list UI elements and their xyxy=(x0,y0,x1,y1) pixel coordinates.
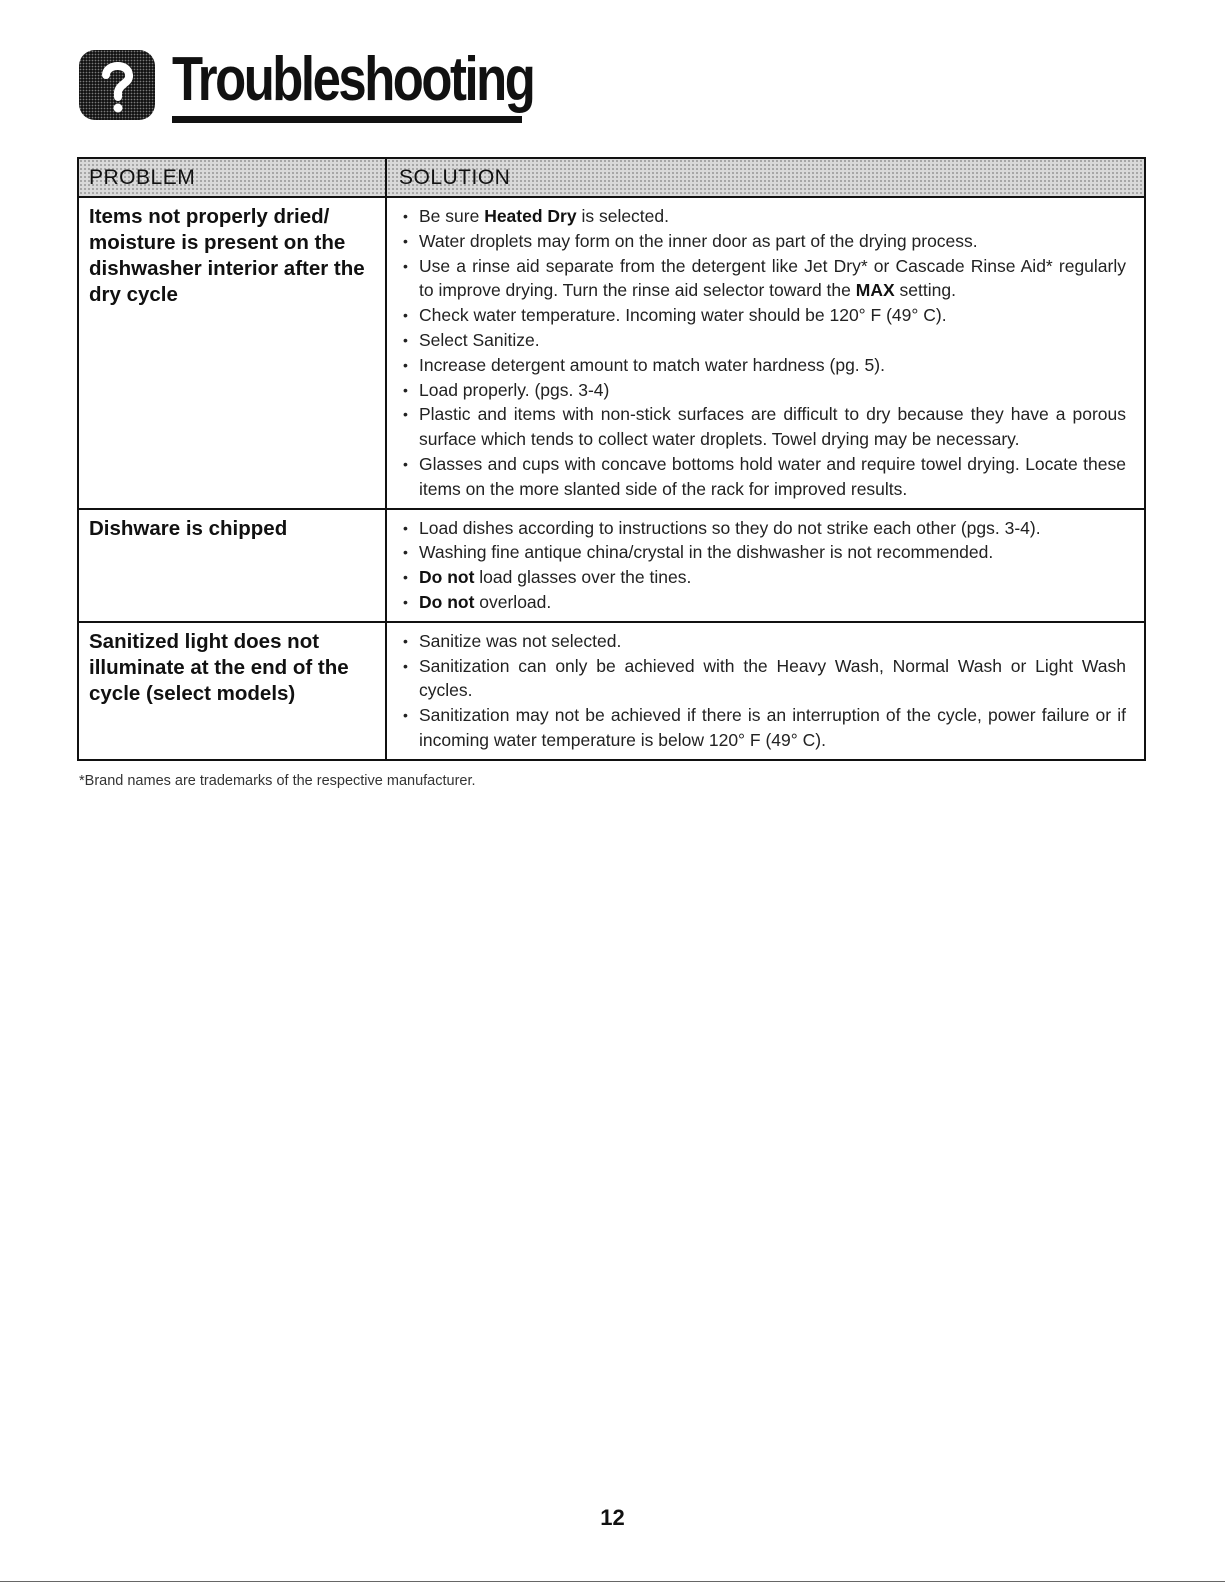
problem-cell: Items not properly dried/ moisture is present on the dishwasher interior after the dry cycle xyxy=(79,198,387,508)
solution-item xyxy=(399,654,1126,704)
solution-item xyxy=(399,590,1126,615)
solution-cell xyxy=(387,510,1144,621)
table-row xyxy=(79,510,1144,623)
problem-cell: Dishware is chipped xyxy=(79,510,387,621)
solution-text-continued: load glasses over the tines. xyxy=(474,567,692,588)
bullet-icon: • xyxy=(403,381,408,398)
solution-text: Select Sanitize. xyxy=(419,329,540,350)
solution-emphasis: Heated Dry xyxy=(484,206,577,226)
solution-emphasis: Do not xyxy=(419,567,475,588)
solution-item xyxy=(399,353,1126,378)
bullet-icon: • xyxy=(403,455,408,472)
solution-text: Load dishes according to instructions so they do not strike each other (pgs. 3-4). xyxy=(419,517,1041,538)
table-header xyxy=(79,159,1144,198)
solution-item xyxy=(399,328,1126,353)
bullet-icon: • xyxy=(403,632,408,649)
solution-text: Water droplets may form on the inner door as part of the drying process. xyxy=(419,230,978,251)
bullet-icon: • xyxy=(403,569,408,586)
table-row xyxy=(79,623,1144,759)
footnote: *Brand names are trademarks of the respective manufacturer. xyxy=(79,773,476,789)
bullet-icon: • xyxy=(403,519,408,536)
solution-text-continued: setting. xyxy=(894,280,956,301)
solution-cell xyxy=(387,198,1144,508)
page-title: Troubleshooting xyxy=(172,45,534,114)
solution-text: Sanitization can only be achieved with the Heavy Wash, Normal Wash or Light Wash cycles. xyxy=(419,655,1126,701)
solution-text: Glasses and cups with concave bottoms hold water and require towel drying. Locate these items on the more slanted side of the rack for improved results. xyxy=(419,453,1126,499)
solution-item xyxy=(399,402,1126,452)
bullet-icon: • xyxy=(403,208,408,224)
bullet-icon: • xyxy=(403,232,408,249)
bullet-icon: • xyxy=(403,707,408,724)
bullet-icon: • xyxy=(403,257,408,274)
bullet-icon: • xyxy=(403,406,408,423)
page-header xyxy=(79,36,539,126)
solution-item xyxy=(399,254,1126,304)
bullet-icon: • xyxy=(403,331,408,348)
bullet-icon: • xyxy=(403,593,408,610)
solution-item xyxy=(399,204,1126,229)
solution-list xyxy=(399,516,1126,615)
solution-text: Be sure xyxy=(419,206,485,226)
solution-emphasis: Do not xyxy=(419,591,475,612)
solution-cell xyxy=(387,623,1144,759)
solution-text: Use a rinse aid separate from the detergent like Jet Dry* or Cascade Rinse Aid* regularly to improve drying. Turn the rinse aid selector toward the xyxy=(419,255,1126,301)
solution-text-continued: overload. xyxy=(474,591,552,612)
solution-item xyxy=(399,303,1126,328)
troubleshooting-table xyxy=(77,157,1146,761)
solution-list xyxy=(399,204,1126,502)
solution-item xyxy=(399,629,1126,654)
problem-cell: Sanitized light does not illuminate at the end of the cycle (select models) xyxy=(79,623,387,759)
solution-item xyxy=(399,540,1126,565)
solution-text-continued: is selected. xyxy=(576,206,669,226)
title-underline xyxy=(172,116,522,123)
solution-item xyxy=(399,229,1126,254)
solution-text: Load properly. (pgs. 3-4) xyxy=(419,379,610,400)
bullet-icon: • xyxy=(403,307,408,324)
solution-text: Check water temperature. Incoming water should be 120° F (49° C). xyxy=(419,305,947,326)
solution-text: Increase detergent amount to match water hardness (pg. 5). xyxy=(419,354,885,375)
solution-item xyxy=(399,565,1126,590)
page-bottom-rule xyxy=(0,1581,1225,1582)
solution-item xyxy=(399,452,1126,502)
bullet-icon: • xyxy=(403,544,408,561)
solution-item xyxy=(399,516,1126,541)
solution-text: Sanitization may not be achieved if there is an interruption of the cycle, power failure or if incoming water temperature is below 120° F (49° C). xyxy=(419,705,1126,750)
solution-item xyxy=(399,703,1126,753)
solution-item xyxy=(399,378,1126,403)
solution-text: Washing fine antique china/crystal in the dishwasher is not recommended. xyxy=(419,542,994,563)
table-body xyxy=(79,198,1144,759)
solution-emphasis: MAX xyxy=(855,280,895,301)
page-number: 12 xyxy=(600,1505,625,1530)
solution-list xyxy=(399,629,1126,753)
solution-text: Plastic and items with non-stick surfaces are difficult to dry because they have a porous surface which tends to collect water droplets. Towel drying may be necessary. xyxy=(419,404,1126,450)
column-header-solution: SOLUTION xyxy=(399,165,511,189)
column-header-problem: PROBLEM xyxy=(79,159,387,196)
table-row xyxy=(79,198,1144,510)
bullet-icon: • xyxy=(403,356,408,373)
question-mark-icon xyxy=(79,50,155,120)
bullet-icon: • xyxy=(403,657,408,674)
solution-text: Sanitize was not selected. xyxy=(419,630,622,651)
